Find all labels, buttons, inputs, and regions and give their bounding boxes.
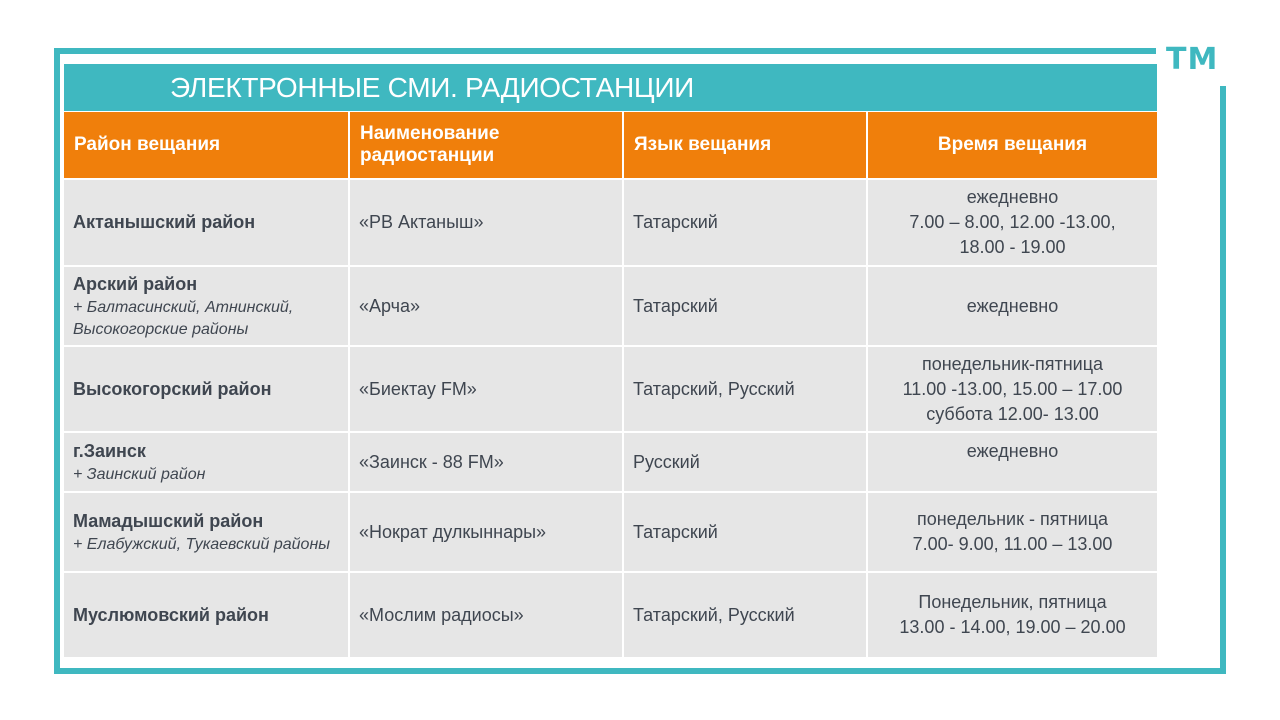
table-row xyxy=(64,266,1157,346)
time-cell xyxy=(867,266,1157,346)
district-name: г.Заинск xyxy=(73,440,146,461)
time-cell xyxy=(867,180,1157,266)
table-row xyxy=(64,432,1157,492)
station-cell: «Нократ дулкыннары» xyxy=(349,492,623,572)
district-name: Актанышский район xyxy=(73,212,256,232)
district-cell xyxy=(64,572,349,658)
time-cell xyxy=(867,492,1157,572)
tm-logo: TM xyxy=(1166,42,1219,77)
language-cell: Татарский xyxy=(623,492,867,572)
district-name: Муслюмовский район xyxy=(73,604,269,625)
radio-stations-table xyxy=(64,112,1157,659)
time-line: 18.00 - 19.00 xyxy=(959,237,1066,257)
language-cell: Татарский, Русский xyxy=(623,572,867,658)
time-line: понедельник-пятница xyxy=(921,353,1104,374)
frame-left-border xyxy=(54,48,60,674)
district-name: Мамадышский район xyxy=(73,510,264,531)
time-line: ежедневно xyxy=(966,187,1059,207)
station-cell: «Биектау FM» xyxy=(349,346,623,432)
table-row xyxy=(64,492,1157,572)
district-cell xyxy=(64,346,349,432)
district-name: Высокогорский район xyxy=(73,378,272,399)
time-line: 7.00 – 8.00, 12.00 -13.00, xyxy=(909,212,1116,232)
time-line: 13.00 - 14.00, 19.00 – 20.00 xyxy=(899,617,1126,637)
language-cell: Татарский xyxy=(623,180,867,266)
time-line: ежедневно xyxy=(966,295,1059,316)
frame-right-border xyxy=(1220,86,1226,674)
table-row xyxy=(64,180,1157,266)
time-line: суббота 12.00- 13.00 xyxy=(926,403,1099,424)
time-cell xyxy=(867,432,1157,492)
station-cell: «Арча» xyxy=(349,266,623,346)
district-sub: + Елабужский, Тукаевский районы xyxy=(73,535,331,553)
station-cell: «Заинск - 88 FM» xyxy=(349,432,623,492)
district-sub: + Заинский район xyxy=(73,465,206,483)
table-row xyxy=(64,572,1157,658)
station-cell: «РВ Актаныш» xyxy=(349,180,623,266)
time-line: понедельник - пятница xyxy=(916,509,1109,529)
language-cell: Русский xyxy=(623,432,867,492)
frame-top-border xyxy=(54,48,1156,54)
district-cell xyxy=(64,492,349,572)
district-sub: + Балтасинский, Атнинский, Высокогорские районы xyxy=(73,298,294,338)
table-row xyxy=(64,346,1157,432)
time-line: 7.00- 9.00, 11.00 – 13.00 xyxy=(912,534,1113,554)
frame-bottom-border xyxy=(54,668,1226,674)
language-cell: Татарский, Русский xyxy=(623,346,867,432)
time-cell xyxy=(867,572,1157,658)
district-cell xyxy=(64,266,349,346)
header-language: Язык вещания xyxy=(623,112,867,178)
district-cell xyxy=(64,432,349,492)
time-line: 11.00 -13.00, 15.00 – 17.00 xyxy=(902,378,1123,399)
title-bar xyxy=(64,64,1157,111)
time-line: Понедельник, пятница xyxy=(918,592,1107,612)
table-header-row xyxy=(64,112,1157,178)
header-station: Наименование радиостанции xyxy=(349,112,623,178)
district-name: Арский район xyxy=(73,273,198,294)
page-title: ЭЛЕКТРОННЫЕ СМИ. РАДИОСТАНЦИИ xyxy=(170,72,694,103)
time-line: ежедневно xyxy=(966,441,1059,461)
header-time: Время вещания xyxy=(867,112,1157,178)
station-cell: «Мослим радиосы» xyxy=(349,572,623,658)
header-district: Район вещания xyxy=(64,112,349,178)
time-cell xyxy=(867,346,1157,432)
language-cell: Татарский xyxy=(623,266,867,346)
district-cell xyxy=(64,180,349,266)
